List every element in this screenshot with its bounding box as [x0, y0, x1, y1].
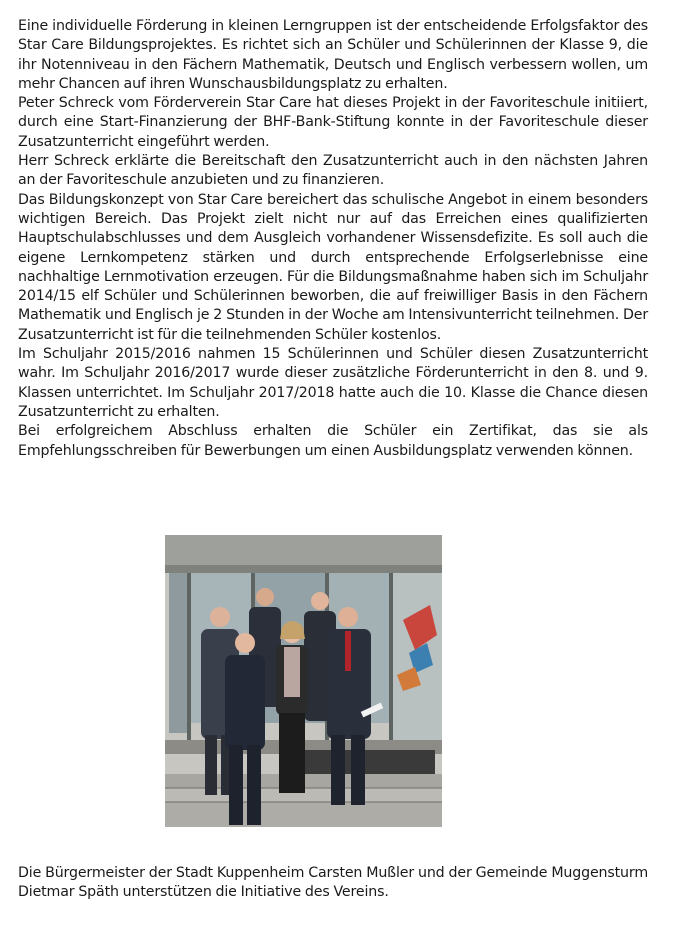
- paragraph-certificate: Bei erfolgreichem Abschluss erhalten die Schüler ein Zertifikat, das sie als Empfehlungsschreiben für Bewerbungen um einen Ausbildungsplatz verwenden können.: [18, 423, 648, 459]
- paragraph-commitment: Herr Schreck erklärte die Bereitschaft den Zusatzunterricht auch in den nächsten Jahren an der Favoriteschule anzubieten und zu finanzieren.: [18, 153, 648, 189]
- paragraph-initiator: Peter Schreck vom Förderverein Star Care hat dieses Projekt in der Favoriteschule initiiert, durch eine Start-Finanzierung der BHF-Bank-Stiftung konnte in der Favoriteschule dieser Zusatzunterricht eingeführt werden.: [18, 95, 648, 150]
- paragraph-intro: Eine individuelle Förderung in kleinen Lerngruppen ist der entscheidende Erfolgsfaktor des Star Care Bildungsprojektes. Es richtet sich an Schüler und Schülerinnen der Klasse 9, die ihr Notenniveau in den Fächern Mathematik, Deutsch und Englisch verbessern wollen, um mehr Chancen auf ihren Wunschausbildungsplatz zu erhalten.: [18, 18, 648, 92]
- article-body: [18, 17, 648, 461]
- paragraph-school-years: Im Schuljahr 2015/2016 nahmen 15 Schülerinnen und Schüler diesen Zusatzunterricht wahr. Im Schuljahr 2016/2017 wurde dieser zusätzliche Förderunterricht in den 8. und 9. Klassen unterrichtet. Im Schuljahr 2017/2018 hatte auch die 10. Klasse die Chance diesen Zusatzunterricht zu erhalten.: [18, 346, 648, 420]
- photo-caption: Die Bürgermeister der Stadt Kuppenheim Carsten Mußler und der Gemeinde Muggensturm Dietmar Späth unterstützen die Initiative des Vereins.: [18, 865, 648, 901]
- group-photo: [165, 535, 442, 827]
- group-photo-icon: [165, 535, 442, 827]
- paragraph-concept: Das Bildungskonzept von Star Care bereichert das schulische Angebot in einem besonders wichtigen Bereich. Das Projekt zielt nicht nur auf das Erreichen eines qualifizierten Hauptschulabschlusses und dem Ausgleich vorhandener Wissensdefizite. Es soll auch die eigene Lernkompetenz stärken und durch entsprechende Erfolgserlebnisse eine nachhaltige Lernmotivation erzeugen. Für die Bildungsmaßnahme haben sich im Schuljahr 2014/15 elf Schüler und Schülerinnen beworben, die auf freiwilliger Basis in den Fächern Mathematik und Englisch je 2 Stunden in der Woche am Intensivunterricht teilnehmen. Der Zusatzunterricht ist für die teilnehmenden Schüler kostenlos.: [18, 191, 648, 343]
